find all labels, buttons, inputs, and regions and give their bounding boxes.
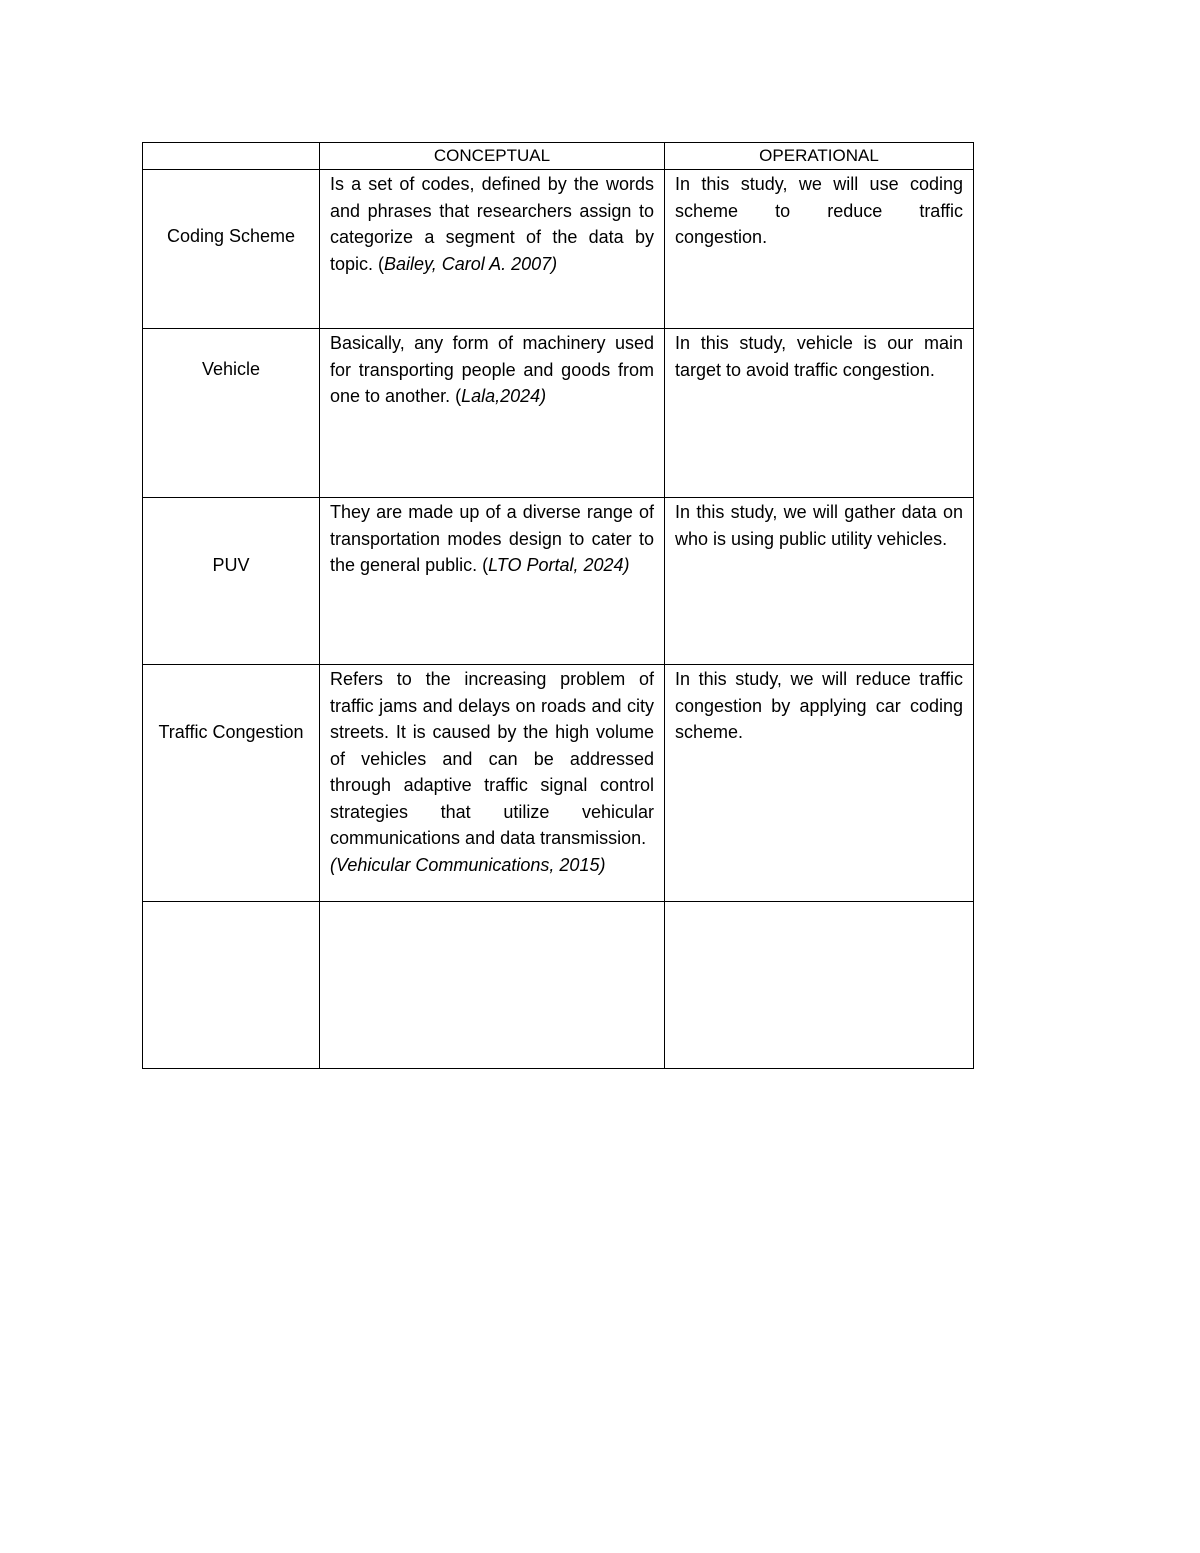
operational-definition: In this study, we will gather data on who is using public utility vehicles.	[675, 502, 963, 549]
conceptual-text: Refers to the increasing problem of traffic jams and delays on roads and city streets. It is caused by the high volume of vehicles and can be addressed through adaptive traffic signal control strategies that utilize vehicular communications and data transmission.	[330, 669, 654, 848]
conceptual-cell	[320, 902, 665, 1069]
operational-definition: In this study, we will use coding scheme to reduce traffic congestion.	[675, 174, 963, 247]
table-row	[143, 498, 974, 665]
operational-definition: In this study, we will reduce traffic congestion by applying car coding scheme.	[675, 669, 963, 742]
conceptual-text: Is a set of codes, defined by the words and phrases that researchers assign to categorize a segment of the data by topic. (	[330, 174, 654, 274]
header-cell-operational: OPERATIONAL	[665, 143, 974, 170]
term-label: PUV	[212, 555, 250, 575]
operational-definition	[665, 902, 973, 903]
conceptual-cell	[320, 329, 665, 498]
term-label: Traffic Congestion	[158, 722, 304, 742]
header-cell-conceptual: CONCEPTUAL	[320, 143, 665, 170]
table-row	[143, 329, 974, 498]
operational-cell	[665, 498, 974, 665]
conceptual-text: Basically, any form of machinery used for transporting people and goods from one to another. (	[330, 333, 654, 406]
term-cell	[143, 170, 320, 329]
term-cell	[143, 498, 320, 665]
conceptual-definition	[320, 498, 664, 579]
header-cell-term	[143, 143, 320, 170]
conceptual-definition	[320, 902, 664, 903]
conceptual-definition	[320, 329, 664, 410]
term-cell	[143, 329, 320, 498]
conceptual-definition	[320, 665, 664, 878]
conceptual-definition	[320, 170, 664, 277]
term-cell	[143, 665, 320, 902]
conceptual-cell	[320, 665, 665, 902]
conceptual-cell	[320, 170, 665, 329]
term-label: Coding Scheme	[166, 226, 296, 246]
conceptual-citation: (Vehicular Communications, 2015)	[330, 854, 606, 875]
conceptual-citation: Bailey, Carol A. 2007)	[384, 253, 558, 274]
operational-cell	[665, 902, 974, 1069]
table-header-row	[143, 143, 974, 170]
conceptual-citation: Lala,2024)	[461, 386, 547, 406]
operational-cell	[665, 665, 974, 902]
table-row	[143, 170, 974, 329]
table-row	[143, 902, 974, 1069]
term-cell	[143, 902, 320, 1069]
conceptual-citation: LTO Portal, 2024)	[488, 555, 630, 575]
table-row	[143, 665, 974, 902]
definition-of-terms-table	[142, 142, 974, 1069]
conceptual-cell	[320, 498, 665, 665]
term-label: Vehicle	[201, 359, 261, 379]
operational-cell	[665, 170, 974, 329]
conceptual-text: They are made up of a diverse range of transportation modes design to cater to the general public. (	[330, 502, 654, 575]
operational-definition: In this study, vehicle is our main target to avoid traffic congestion.	[675, 333, 963, 380]
operational-cell	[665, 329, 974, 498]
